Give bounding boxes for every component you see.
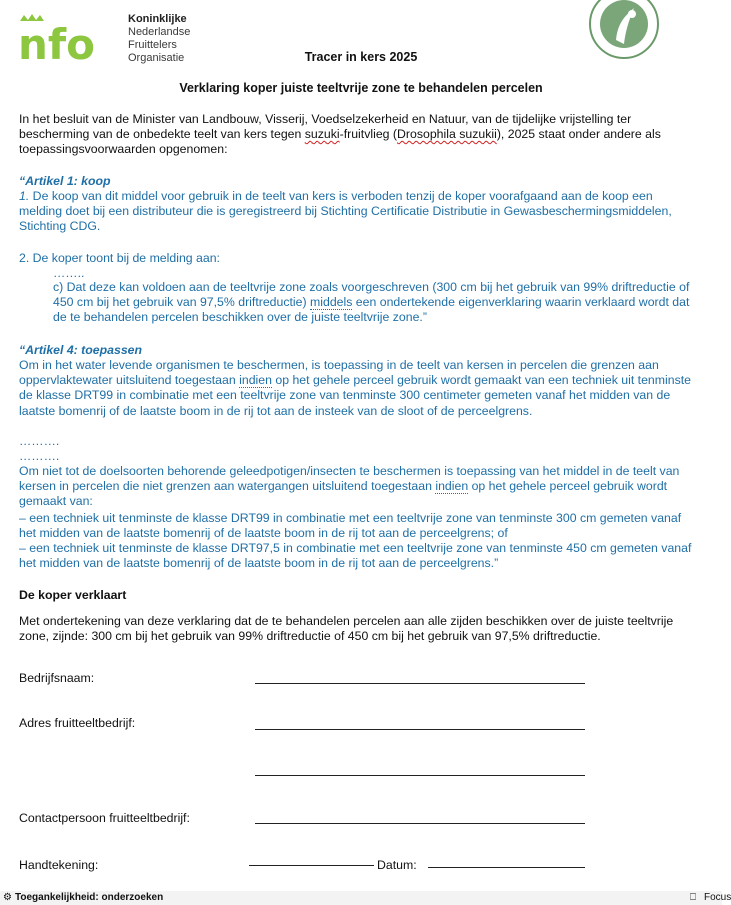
article1-item2: 2. De koper toont bij de melding aan:: [19, 251, 220, 265]
article4-p2-a: Om niet tot de doelsoorten behorende geleedpotigen/insecten te beschermen is toepassing van het middel in de teelt van kersen in percelen die niet grenzen aan watergangen uitsluitend toegestaan: [19, 464, 680, 494]
item-c-text-b: een ondertekende eigenverklaring waarin verklaard wordt dat de te behandelen percelen beschikken over de juiste teeltvrije zone.”: [53, 295, 690, 325]
org-line-3: Fruittelers: [128, 39, 177, 51]
focus-button[interactable]: Focus: [704, 892, 731, 903]
article4-paragraph1: [19, 358, 699, 419]
accessibility-icon: ⚙: [3, 892, 12, 903]
article4-indien-2: indien: [435, 479, 469, 494]
signature-field[interactable]: [249, 865, 374, 866]
intro-text-c: ), 2025 staat onder andere als toepassingsvoorwaarden opgenomen:: [19, 127, 661, 157]
status-bar: [0, 891, 731, 905]
item-c-text-a: c) Dat deze kan voldoen aan de teeltvrije zone zoals voorgeschreven (300 cm bij het gebruik van 99% driftreductie of 450 cm bij het gebruik van 97,5% driftreductie): [53, 280, 690, 310]
datum-field[interactable]: [428, 867, 585, 868]
article4-dots-1: ……….: [19, 434, 60, 448]
org-line-4: Organisatie: [128, 52, 185, 64]
org-line-2: Nederlandse: [128, 26, 191, 38]
item-c-middels: middels: [310, 295, 353, 310]
article1-item-c: [53, 280, 693, 326]
article4-paragraph2: [19, 464, 699, 510]
intro-paragraph: [19, 112, 699, 158]
page-title: Tracer in kers 2025: [304, 50, 418, 64]
declaration-heading: De koper verklaart: [19, 588, 127, 602]
adres-field-1[interactable]: [255, 729, 585, 730]
article1-body: De koop van dit middel voor gebruik in de teelt van kers is verboden tenzij de koper voorafgaand aan de koop een melding doet bij een distributeur die is geregistreerd bij Stichting Certificatie Distributie in Gewasbeschermingsmiddelen, Stichting CDG.: [19, 189, 672, 234]
article4-p1-b: op het gehele perceel gebruik wordt gemaakt van een techniek uit tenminste de klasse DRT99 in combinatie met een teeltvrije zone van tenminste 300 centimeter gemeten vanaf het midden van de laatste bomenrij of de laatste boom in de rij tot aan de insteek van de sloot of de perceelgrens.: [19, 373, 691, 418]
contact-label: Contactpersoon fruitteeltbedrijf:: [19, 811, 190, 825]
logo-wordmark: nfo: [18, 20, 96, 69]
article4-p2-b: op het gehele perceel gebruik wordt gemaakt van:: [19, 479, 668, 509]
article4-bullet-2: – een techniek uit tenminste de klasse DRT97,5 in combinatie met een teeltvrije zone van tenminste 450 cm gemeten vanaf het midden van de laatste bomenrij of de laatste boom in de rij tot aan de perceelgrens.”: [19, 541, 692, 571]
contact-field[interactable]: [255, 823, 585, 824]
article1-dots: ……..: [53, 266, 85, 280]
document-subtitle: Verklaring koper juiste teeltvrije zone te behandelen percelen: [179, 81, 543, 95]
declaration-body: Met ondertekening van deze verklaring dat de te behandelen percelen aan alle zijden beschikken over de juiste teeltvrije zone, zijnde: 300 cm bij het gebruik van 99% driftreductie of 450 cm bij het gebruik van 97,5% driftreductie.: [19, 614, 674, 644]
article1-paragraph: [19, 189, 699, 235]
article4-heading: “Artikel 4: toepassen: [19, 343, 143, 357]
intro-text-b: -fruitvlieg (: [339, 127, 398, 142]
accessibility-status[interactable]: Toegankelijkheid: onderzoeken: [15, 892, 164, 903]
article4-dots-2: ……….: [19, 449, 60, 463]
article4-bullet-1: – een techniek uit tenminste de klasse DRT99 in combinatie met een teeltvrije zone van tenminste 300 cm gemeten vanaf het midden van de laatste bomenrij of de laatste boom in de rij tot aan de perceelgrens; of: [19, 511, 682, 541]
bedrijfsnaam-field[interactable]: [255, 683, 585, 684]
article1-heading: “Artikel 1: koop: [19, 174, 111, 188]
handtekening-label: Handtekening:: [19, 858, 99, 872]
article1-number: 1.: [19, 189, 30, 203]
article4-indien: indien: [239, 373, 272, 388]
intro-suzuki: suzuki: [304, 127, 340, 142]
article4-p1-a: Om in het water levende organismen te beschermen, is toepassing in de teelt van kersen in percelen die grenzen aan oppervlaktewater uitsluitend toegestaan: [19, 358, 659, 388]
datum-label: Datum:: [377, 858, 417, 872]
intro-text-a: In het besluit van de Minister van Landbouw, Visserij, Voedselzekerheid en Natuur, van de tijdelijke vrijstelling ter bescherming van de onbedekte teelt van kers tegen: [19, 112, 632, 142]
bedrijfsnaam-label: Bedrijfsnaam:: [19, 671, 95, 685]
adres-field-2[interactable]: [255, 775, 585, 776]
org-line-1: Koninklijke: [128, 13, 187, 25]
adres-label: Adres fruitteeltbedrijf:: [19, 716, 136, 730]
focus-icon: ⎕: [690, 892, 696, 903]
intro-drosophila: Drosophila suzukii: [397, 127, 497, 142]
